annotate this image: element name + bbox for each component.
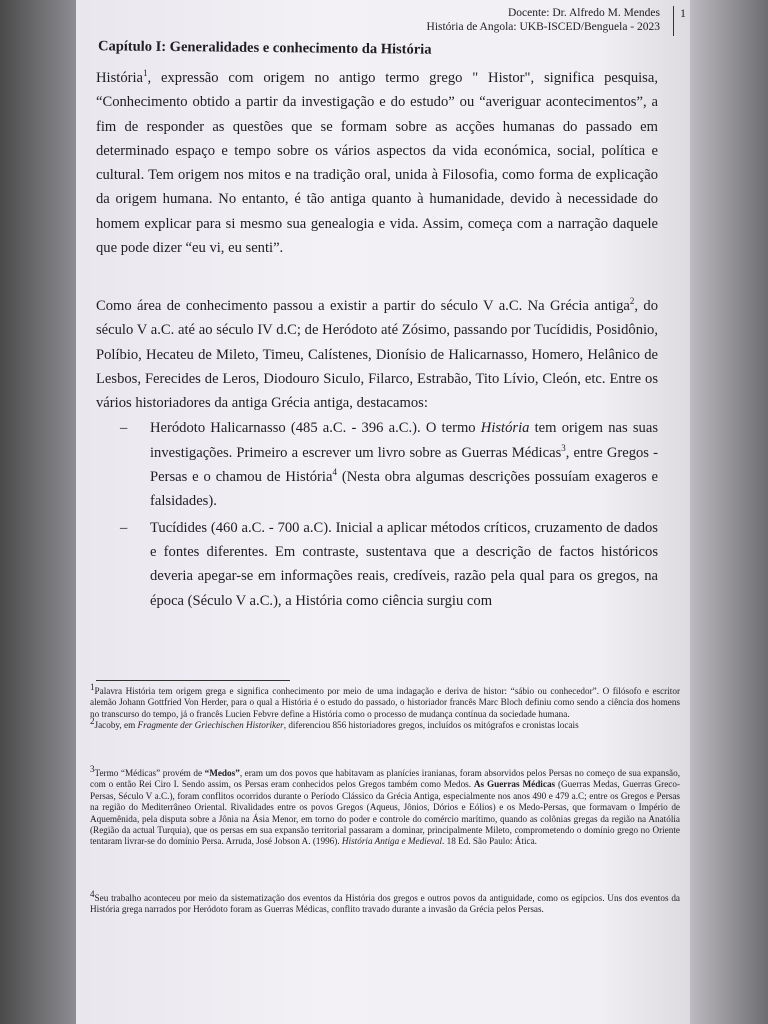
- list-item-thucydides: [120, 516, 658, 613]
- right-background: [690, 0, 768, 1024]
- footnote-ref-3: 3: [561, 442, 566, 453]
- herodotus-text-a: Heródoto Halicarnasso (485 a.C. - 396 a.C.). O termo: [150, 420, 481, 437]
- paragraph-2-text-a: Como área de conhecimento passou a existir a partir do século V a.C. Na Grécia antiga: [96, 298, 630, 314]
- paragraph-1: [96, 66, 658, 260]
- left-background: [0, 0, 76, 1024]
- footnote-3: [90, 763, 680, 848]
- footnotes-group-3: [90, 888, 680, 916]
- herodotus-text-d: (Nesta obra algumas descrições possuíam exageros e falsidades).: [150, 469, 658, 510]
- footnote-3-text-c: (Guerras Medas, Guerras Greco-Persas, Século V a.C.), foram conflitos ocorridos durante o Período Clássico da Grécia Antiga, especialmente nos anos 490 e 479 a.C; entre os Gregos e Persas na região do Mediterrâneo Oriental. Rivalidades entre os povos Gregos (Aqueus, Jônios, Dórios e Eólios) e os Medo-Persas, que formavam o Império de Aquemênida, pela disputa sobre a Jônia na Ásia Menor, em torno do poder e controle do comércio marítimo, quando as colônias gregas da região na Anatólia (Região da actual Turquia), que os persas em sua expansão territorial passaram a dominar, principalmente Mileto, comprometendo o domínio grego no Oriente tentaram livrar-se do domínio Persa. Arruda, José Jobson A. (1996).: [90, 779, 680, 847]
- footnote-1: [90, 681, 680, 720]
- page-number: 1: [673, 6, 686, 36]
- footnote-4-number: 4: [90, 888, 95, 899]
- document-page: [76, 0, 690, 1024]
- footnote-3-number: 3: [90, 763, 95, 774]
- footnote-3-text-a: Termo “Médicas” provém de: [94, 768, 205, 778]
- footnote-2-text-a: Jacoby, em: [94, 720, 138, 731]
- footnote-ref-1: 1: [143, 68, 148, 79]
- footnote-ref-2: 2: [629, 296, 635, 307]
- footnote-2-number: 2: [90, 716, 95, 727]
- herodotus-italic-term: História: [480, 420, 530, 437]
- chapter-title: Capítulo I: Generalidades e conhecimento da História: [97, 38, 432, 58]
- bullet-dash: –: [120, 420, 128, 437]
- footnote-ref-4: 4: [332, 467, 337, 478]
- paragraph-1-text: , expressão com origem no antigo termo grego " Histor", significa pesquisa, “Conhecimento obtido a partir da investigação e do estudo” ou “averiguar acontecimentos”, a fim de responder as questões que se formam sobre as acções humanas do passado em determinado espaço e tempo sobre os vários aspectos da vida económica, social, política e cultural. Tem origem nos mitos e na tradição oral, unida à Filosofia, como forma de explicação da origem humana. No entanto, é tão antiga quanto à humanidade, devido à necessidade do homem explicar para si mesmo sua genealogia e vida. Assim, começa com a narração daquele que pode dizer “eu vi, eu senti”.: [96, 70, 658, 257]
- paragraph-1-keyword: História: [96, 70, 144, 86]
- list-item-herodotus: [120, 416, 658, 513]
- footnotes-group-2: [90, 763, 680, 848]
- footnote-3-italic: História Antiga e Medieval: [341, 836, 443, 847]
- footnotes-group-1: [90, 681, 680, 732]
- page-header: [427, 6, 660, 34]
- footnote-4: [90, 888, 680, 916]
- footnote-1-number: 1: [90, 681, 95, 692]
- bullet-dash: –: [120, 519, 128, 536]
- header-course: História de Angola: UKB-ISCED/Benguela - 2023: [426, 21, 660, 33]
- footnote-3-bold-medos: “Medos”: [204, 768, 240, 778]
- footnote-2: [90, 716, 680, 731]
- footnote-separator: [96, 680, 290, 681]
- herodotus-text-b: tem origem nas suas investigações. Primeiro a escrever um livro sobre as Guerras Médicas: [150, 420, 658, 461]
- paragraph-2-text-b: , do século V a.C. até ao século IV d.C; de Heródoto até Zósimo, passando por Tucídidis, Posidônio, Políbio, Hecateu de Mileto, Timeu, Calístenes, Dionísio de Halicarnasso, Homero, Helânico de Lesbos, Ferecides de Leros, Diodouro Siculo, Filarco, Estrabão, Tito Lívio, Cleón, etc. Entre os vários historiadores da antiga Grécia antiga, destacamos:: [96, 298, 659, 412]
- footnote-2-text-b: , diferenciou 856 historiadores gregos, incluídos os mitógrafos e cronistas locais: [283, 720, 579, 731]
- footnote-4-text: Seu trabalho aconteceu por meio da sistematização dos eventos da História dos gregos e outros povos da antiguidade, como os egípcios. Uns dos eventos da História grega narrados por Heródoto foram as Guerras Médicas, conflito travado durante a invasão da Grécia pelos Persas.: [90, 893, 680, 915]
- header-teacher: Docente: Dr. Alfredo M. Mendes: [507, 7, 660, 19]
- footnote-3-text-d: . 18 Ed. São Paulo: Ática.: [442, 836, 537, 847]
- footnote-1-text: Palavra História tem origem grega e significa conhecimento por meio de uma indagação e deriva de histor: “sábio ou conhecedor”. O filósofo e escritor alemão Johann Gottfried Von Herder, para o qual a História é o estudo do passado, o historiador francês Marc Bloch definiu como sendo a ciência dos homens no transcurso do tempo, já o francês Lucien Febvre define a História como o processo de mudança contínua da sociedade humana.: [90, 686, 680, 719]
- historian-list: [96, 416, 658, 612]
- footnote-2-italic: Fragmente der Griechischen Historiker: [137, 720, 284, 731]
- thucydides-text: Tucídides (460 a.C. - 700 a.C). Inicial a aplicar métodos críticos, cruzamento de dados e fontes diferentes. Em contraste, sustentava que a descrição de factos históricos deveria apegar-se em informações reais, credíveis, razão pela qual para os gregos, na época (Século V a.C.), a História como ciência surgiu com: [150, 519, 658, 609]
- herodotus-text-c: , entre Gregos - Persas e o chamou de História: [150, 444, 658, 486]
- footnote-3-text-b: , eram um dos povos que habitavam as planícies iranianas, foram absorvidos pelos Persas no começo de sua expansão, com o então Rei Ciro I. Sendo assim, os Persas eram conhecidos pelos Gregos também como Medos.: [90, 768, 680, 790]
- footnote-3-bold-guerras: As Guerras Médicas: [473, 779, 556, 790]
- paragraph-2: [96, 294, 658, 613]
